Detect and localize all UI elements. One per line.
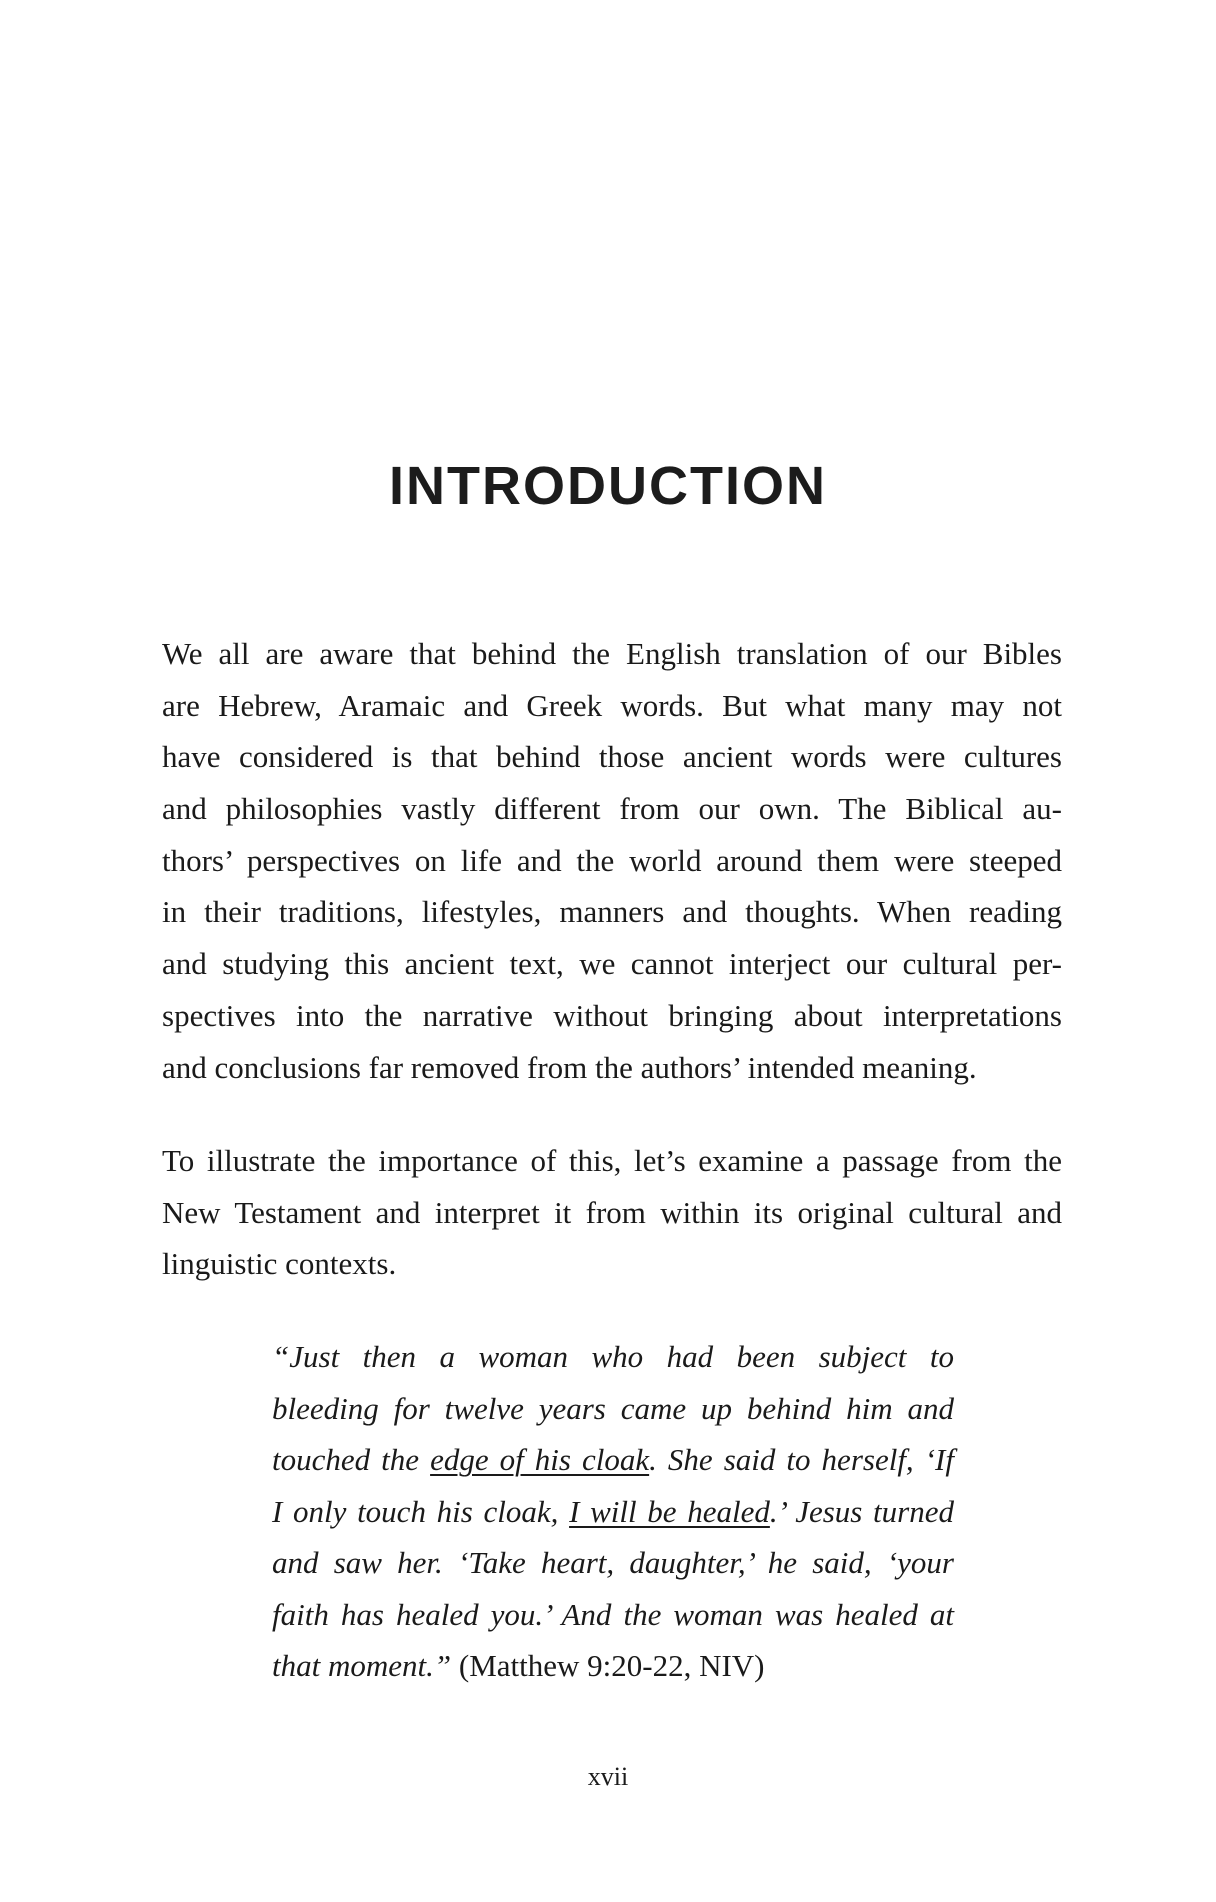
page-number: xvii <box>587 1762 629 1791</box>
quote-text: bleeding for twelve years came up behind him and <box>272 1390 954 1426</box>
text-line: New Testament and interpret it from within its original cultural and <box>162 1194 1062 1230</box>
quote-text: I only touch his cloak, <box>272 1493 570 1529</box>
quote-line <box>272 1434 954 1486</box>
quote-line <box>272 1537 954 1589</box>
quote-line <box>272 1589 954 1641</box>
text-line: linguistic contexts. <box>162 1246 397 1282</box>
quote-line <box>272 1383 954 1435</box>
text-line: in their traditions, lifestyles, manners and thoughts. When reading <box>162 894 1062 930</box>
quote-text: that moment.” <box>272 1648 452 1683</box>
quote-text: .’ Jesus turned <box>769 1493 954 1529</box>
text-line: thors’ perspectives on life and the world around them were steeped <box>162 842 1062 878</box>
quote-text: . She said to herself, ‘If <box>649 1442 954 1477</box>
underlined-phrase: I will be healed <box>569 1493 770 1529</box>
quote-text: and saw her. ‘Take heart, daughter,’ he said, ‘your <box>272 1545 954 1580</box>
chapter-title: INTRODUCTION <box>389 456 827 516</box>
quote-line <box>272 1640 954 1692</box>
text-line: To illustrate the importance of this, let’s examine a passage from the <box>162 1143 1062 1178</box>
text-line: are Hebrew, Aramaic and Greek words. But what many may not <box>162 687 1062 723</box>
text-line: We all are aware that behind the English translation of our Bibles <box>162 636 1062 671</box>
quote-text: faith has healed you.’ And the woman was healed at <box>272 1596 954 1632</box>
text-line: have considered is that behind those ancient words were cultures <box>162 739 1062 775</box>
scripture-reference: (Matthew 9:20-22, NIV) <box>451 1648 765 1683</box>
paragraph-2 <box>162 1135 1062 1290</box>
quote-line <box>272 1331 954 1383</box>
text-line: and conclusions far removed from the authors’ intended meaning. <box>162 1049 977 1085</box>
quote-text: “Just then a woman who had been subject to <box>272 1339 954 1374</box>
quote-line <box>272 1486 954 1538</box>
underlined-phrase: edge of his cloak <box>430 1442 650 1477</box>
block-quote <box>272 1331 954 1692</box>
text-line: spectives into the narrative without bringing about interpretations <box>162 997 1062 1033</box>
quote-text: touched the <box>272 1442 431 1477</box>
text-line: and studying this ancient text, we cannot interject our cultural per- <box>162 946 1062 982</box>
text-line: and philosophies vastly different from our own. The Biblical au- <box>162 791 1062 827</box>
paragraph-1 <box>162 628 1062 1093</box>
